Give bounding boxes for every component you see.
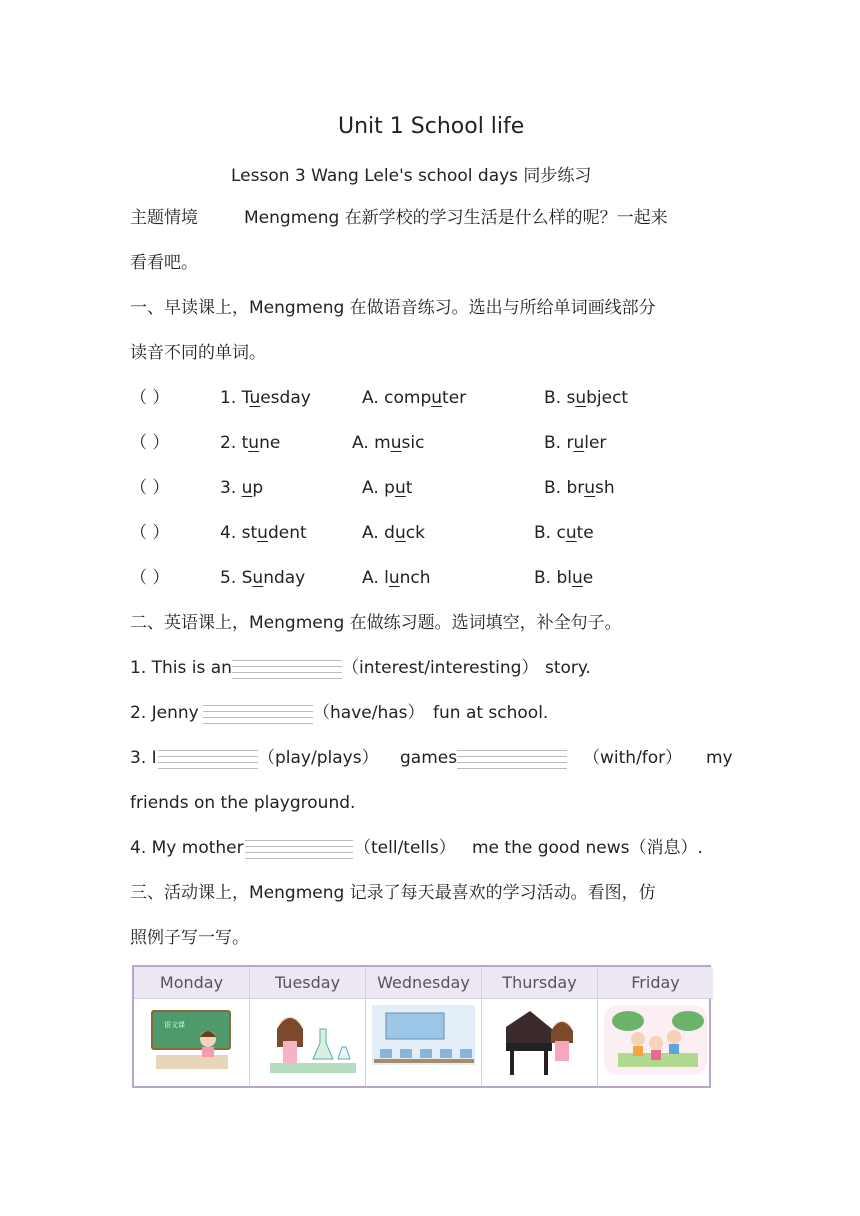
answer-bracket[interactable]: （ ） [130, 568, 170, 588]
option-a[interactable] [352, 432, 424, 454]
sentence3-options-1: （play/plays） [258, 748, 379, 768]
word-part: dent [267, 523, 307, 543]
sentence1-options: （interest/interesting） [342, 658, 539, 678]
word-part: B. br [544, 478, 585, 498]
music-class-picture [482, 999, 597, 1093]
word-part: B. s [544, 388, 576, 408]
underlined-letter: u [390, 433, 402, 453]
section1-heading: 一、早读课上，Mengmeng 在做语音练习。选出与所给单词画线部分 [130, 298, 656, 318]
word-part: nday [263, 568, 306, 588]
thursday-column [482, 967, 598, 1086]
word-part: t [405, 478, 413, 498]
computer-room-picture [366, 999, 481, 1093]
underlined-letter: u [248, 433, 260, 453]
option-a[interactable] [362, 477, 412, 499]
option-b[interactable] [534, 567, 593, 589]
option-b[interactable] [544, 432, 606, 454]
friday-column [598, 967, 713, 1086]
word-part: ck [405, 523, 425, 543]
word-part: 4. st [220, 523, 258, 543]
day-header-tuesday: Tuesday [250, 967, 365, 999]
option-b[interactable] [534, 522, 594, 544]
answer-bracket[interactable]: （ ） [130, 523, 170, 543]
question-word [220, 432, 280, 454]
underlined-letter: u [584, 478, 596, 498]
underlined-letter: u [573, 433, 585, 453]
word-part: B. r [544, 433, 574, 453]
section2-heading: 二、英语课上，Mengmeng 在做练习题。选词填空，补全句子。 [130, 613, 622, 633]
underlined-letter: u [565, 523, 577, 543]
intro-line2: 看看吧。 [130, 253, 198, 273]
underlined-letter: u [252, 568, 264, 588]
underlined-letter: u [431, 388, 443, 408]
sentence3-start: 3. I [130, 748, 157, 768]
word-part: A. comp [362, 388, 432, 408]
section3-heading-cont: 照例子写一写。 [130, 928, 249, 948]
word-part: 3. [220, 478, 242, 498]
underlined-letter: u [394, 478, 406, 498]
option-a[interactable] [362, 387, 466, 409]
chinese-class-picture [134, 999, 249, 1093]
underlined-letter: u [249, 388, 261, 408]
answer-bracket[interactable]: （ ） [130, 388, 170, 408]
intro-label: 主题情境 [130, 208, 198, 228]
answer-bracket[interactable]: （ ） [130, 433, 170, 453]
intro-line1: Mengmeng 在新学校的学习生活是什么样的呢？一起来 [244, 208, 668, 228]
answer-blank-2[interactable] [203, 702, 313, 724]
activity-table [132, 965, 711, 1088]
sentence1-start: 1. This is an [130, 658, 232, 678]
science-class-picture [250, 999, 365, 1093]
page-title: Unit 1 School life [338, 114, 525, 139]
word-part: bject [586, 388, 629, 408]
word-part: nch [399, 568, 431, 588]
question-word [220, 477, 263, 499]
underlined-letter: u [388, 568, 400, 588]
answer-blank-3[interactable] [158, 747, 258, 769]
sentence2-start: 2. Jenny [130, 703, 199, 723]
option-b[interactable] [544, 387, 628, 409]
wednesday-column [366, 967, 482, 1086]
svg-text:语文课: 语文课 [164, 1021, 185, 1029]
answer-bracket[interactable]: （ ） [130, 478, 170, 498]
answer-blank-1[interactable] [232, 657, 342, 679]
sentence4-options: （tell/tells） [354, 838, 456, 858]
section1-heading-cont: 读音不同的单词。 [130, 343, 266, 363]
underlined-letter: u [241, 478, 253, 498]
word-part: ler [584, 433, 607, 453]
option-b[interactable] [544, 477, 615, 499]
word-part: A. p [362, 478, 395, 498]
monday-column [134, 967, 250, 1086]
outdoor-activity-picture [598, 999, 713, 1093]
day-header-thursday: Thursday [482, 967, 597, 999]
sentence3-end: my [706, 748, 733, 768]
answer-blank-4[interactable] [457, 747, 567, 769]
sentence2-end: fun at school. [433, 703, 549, 723]
word-part: ne [259, 433, 281, 453]
option-a[interactable] [362, 522, 425, 544]
sentence3-line2: friends on the playground. [130, 793, 356, 813]
word-part: A. l [362, 568, 389, 588]
word-part: sh [595, 478, 615, 498]
word-part: B. c [534, 523, 566, 543]
word-part: 1. T [220, 388, 250, 408]
underlined-letter: u [575, 388, 587, 408]
word-part: esday [260, 388, 311, 408]
sentence3-middle: games [400, 748, 458, 768]
question-word [220, 567, 305, 589]
day-header-friday: Friday [598, 967, 713, 999]
underlined-letter: u [257, 523, 268, 543]
word-part: 5. S [220, 568, 253, 588]
tuesday-column [250, 967, 366, 1086]
sentence4-start: 4. My mother [130, 838, 244, 858]
sentence2-options: （have/has） [313, 703, 425, 723]
word-part: ter [442, 388, 467, 408]
sentence1-end: story. [545, 658, 591, 678]
word-part: te [576, 523, 594, 543]
page-subtitle: Lesson 3 Wang Lele's school days 同步练习 [231, 166, 592, 186]
word-part: 2. t [220, 433, 249, 453]
section3-heading: 三、活动课上，Mengmeng 记录了每天最喜欢的学习活动。看图，仿 [130, 883, 656, 903]
word-part: sic [401, 433, 425, 453]
answer-blank-5[interactable] [245, 837, 353, 859]
word-part: p [252, 478, 264, 498]
day-header-monday: Monday [134, 967, 249, 999]
option-a[interactable] [362, 567, 431, 589]
underlined-letter: u [394, 523, 406, 543]
word-part: A. m [352, 433, 391, 453]
word-part: e [582, 568, 594, 588]
sentence3-options-2: （with/for） [583, 748, 683, 768]
word-part: A. d [362, 523, 395, 543]
question-word [220, 522, 307, 544]
question-word [220, 387, 311, 409]
sentence4-end: me the good news（消息）. [472, 838, 703, 858]
underlined-letter: u [571, 568, 583, 588]
day-header-wednesday: Wednesday [366, 967, 481, 999]
word-part: B. bl [534, 568, 572, 588]
